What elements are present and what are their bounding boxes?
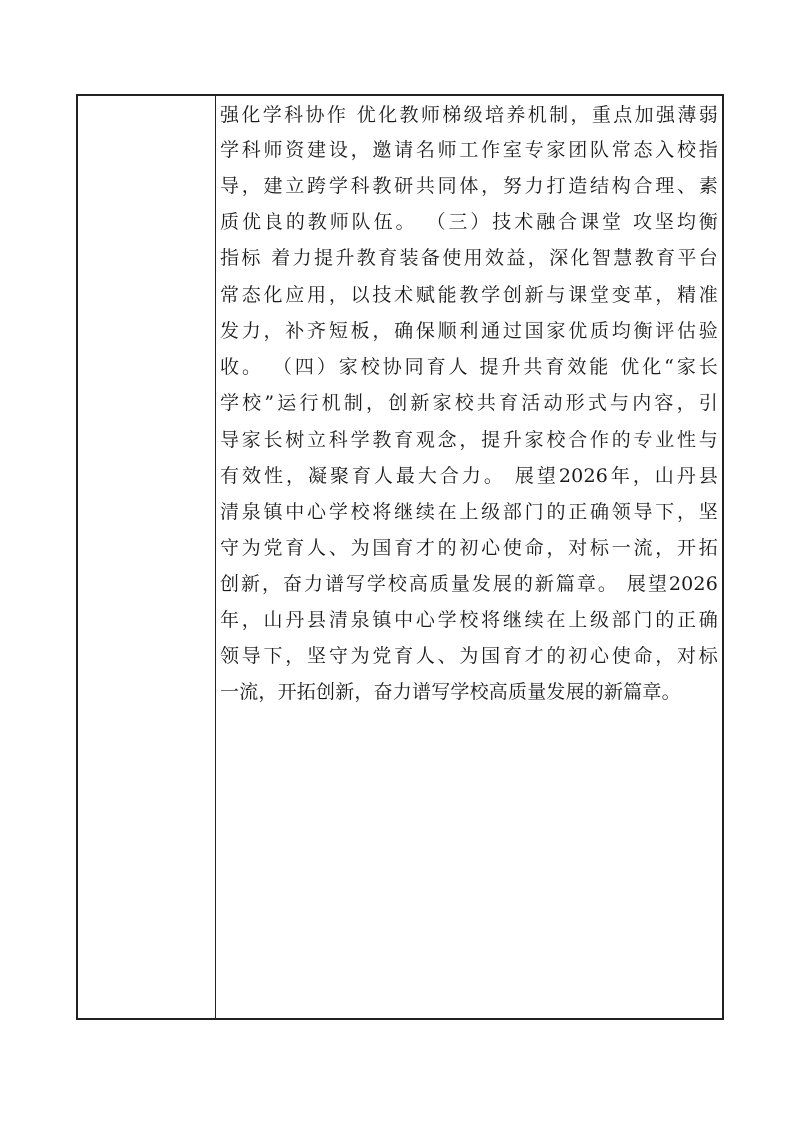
content-line: 学科师资建设，邀请名师工作室专家团队常态入校指: [220, 139, 718, 161]
content-line: 收。 （四）家校协同育人 提升共育效能 优化“家长: [220, 356, 718, 378]
content-line: 领导下，坚守为党育人、为国育才的初心使命，对标: [220, 645, 718, 667]
content-line: 导，建立跨学科教研共同体，努力打造结构合理、素: [220, 175, 718, 197]
content-line: 导家长树立科学教育观念，提升家校合作的专业性与: [220, 429, 718, 451]
label-column-cell: [78, 96, 216, 1018]
content-line: 指标 着力提升教育装备使用效益，深化智慧教育平台: [220, 247, 718, 269]
page-header-mark: [340, 8, 450, 18]
content-line: 年，山丹县清泉镇中心学校将继续在上级部门的正确: [220, 609, 718, 631]
content-line: 质优良的教师队伍。 （三）技术融合课堂 攻坚均衡: [220, 211, 718, 233]
content-line: 一流，开拓创新，奋力谱写学校高质量发展的新篇章。: [220, 681, 681, 703]
content-line: 学校”运行机制，创新家校共育活动形式与内容，引: [220, 392, 718, 414]
content-line: 守为党育人、为国育才的初心使命，对标一流，开拓: [220, 537, 718, 559]
content-line: 创新，奋力谱写学校高质量发展的新篇章。 展望2026: [220, 573, 718, 595]
content-line: 常态化应用，以技术赋能教学创新与课堂变革，精准: [220, 284, 718, 306]
content-line: 强化学科协作 优化教师梯级培养机制，重点加强薄弱: [220, 104, 718, 126]
content-line: 有效性，凝聚育人最大合力。 展望2026年，山丹县: [220, 465, 718, 487]
content-line: 发力，补齐短板，确保顺利通过国家优质均衡评估验: [220, 320, 718, 342]
content-line: 清泉镇中心学校将继续在上级部门的正确领导下，坚: [220, 501, 718, 523]
form-table: [76, 94, 724, 1020]
content-column-cell: [216, 96, 722, 1018]
